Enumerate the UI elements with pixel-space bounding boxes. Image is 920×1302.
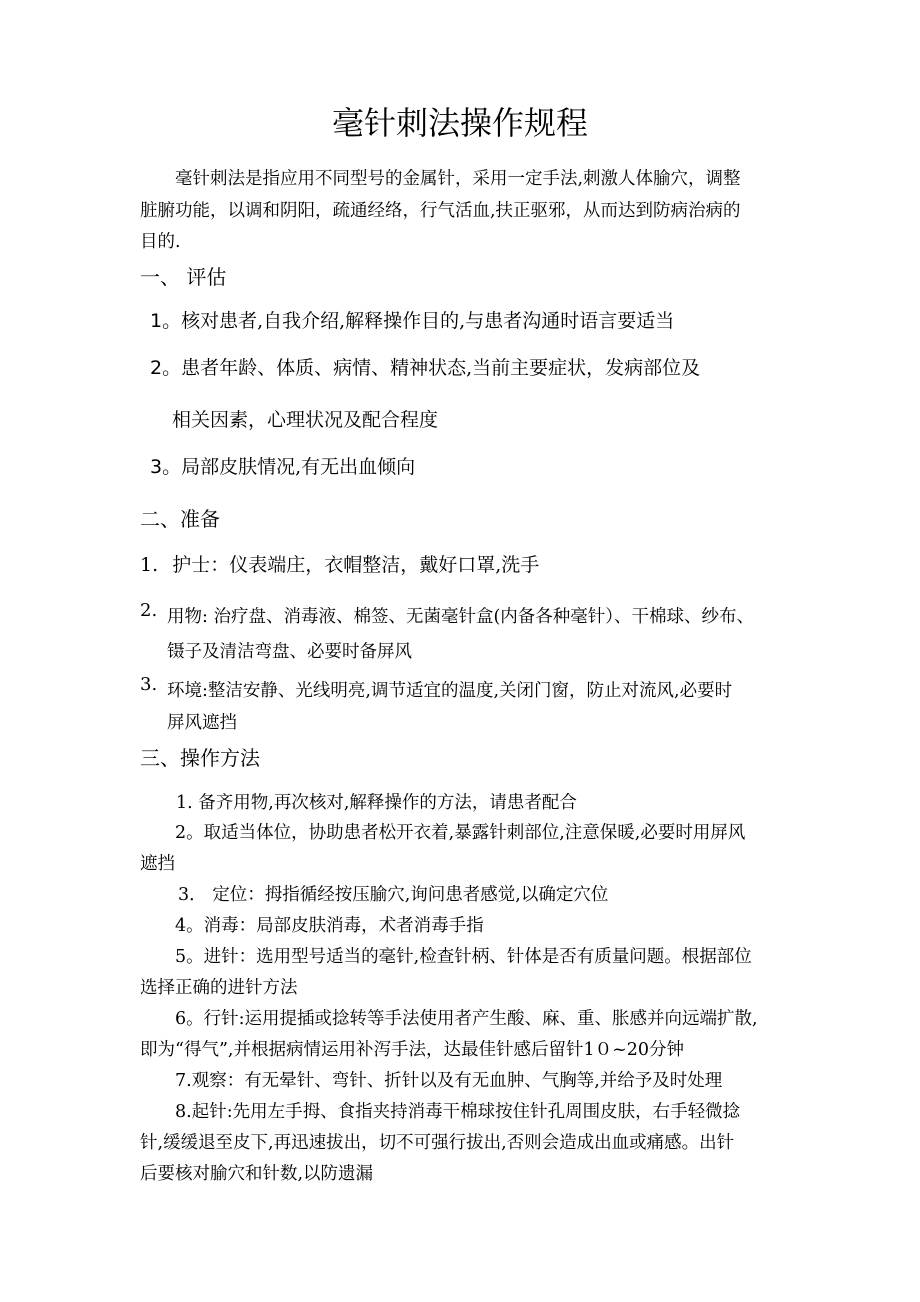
assess-item-2 <box>150 353 700 380</box>
prepare-item-2-number: 2. <box>140 600 158 621</box>
assess-item-number: 1 <box>150 310 163 332</box>
prepare-item-3-line-1: 环境:整洁安静、光线明亮,调节适宜的温度,关闭门窗，防止对流风,必要时 <box>167 681 733 701</box>
section-heading-method: 三、操作方法 <box>140 746 260 770</box>
method-step-4: 4。消毒：局部皮肤消毒，术者消毒手指 <box>175 916 484 936</box>
method-step-7: 7.观察：有无晕针、弯针、折针以及有无血肿、气胸等,并给予及时处理 <box>175 1071 723 1091</box>
assess-item-number: 3 <box>150 456 163 478</box>
method-step-2: 2。取适当体位，协助患者松开衣着,暴露针刺部位,注意保暖,必要时用屏风 <box>175 823 746 843</box>
method-step-3: 3． 定位：拇指循经按压腧穴,询问患者感觉,以确定穴位 <box>178 885 609 905</box>
assess-item-number: 2 <box>150 357 163 379</box>
intro-line-2: 脏腑功能，以调和阴阳，疏通经络，行气活血,扶正驱邪，从而达到防病治病的 <box>140 201 741 221</box>
prepare-item-number: 1. <box>140 554 159 576</box>
intro-line-1: 毫针刺法是指应用不同型号的金属针，采用一定手法,刺激人体腧穴，调整 <box>175 169 741 189</box>
prepare-item-2-line-2: 镊子及清洁弯盘、必要时备屏风 <box>167 642 412 662</box>
prepare-item-2-line-1: 用物: 治疗盘、消毒液、棉签、无菌毫针盒(内备各种毫针）、干棉球、纱布、 <box>167 607 755 627</box>
prepare-item-3-number: 3. <box>140 674 158 695</box>
section-heading-prepare: 二、准备 <box>140 507 220 531</box>
assess-item-text: 。患者年龄、体质、病情、精神状态,当前主要症状，发病部位及 <box>162 357 701 379</box>
assess-item-text: 。核对患者,自我介绍,解释操作目的,与患者沟通时语言要适当 <box>162 310 675 332</box>
method-step-2-cont: 遮挡 <box>140 854 175 874</box>
section-heading-assess: 一、 评估 <box>140 265 227 289</box>
assess-item-1 <box>150 306 674 333</box>
method-step-5: 5。进针：选用型号适当的毫针,检查针柄、针体是否有质量问题。根据部位 <box>175 947 752 967</box>
method-step-6: 6。行针:运用提插或捻转等手法使用者产生酸、麻、重、胀感并向远端扩散, <box>175 1009 758 1029</box>
method-step-1: 1. 备齐用物,再次核对,解释操作的方法，请患者配合 <box>176 793 577 813</box>
assess-item-2-cont: 相关因素，心理状况及配合程度 <box>172 409 439 431</box>
method-step-8-cont-2: 后要核对腧穴和针数,以防遗漏 <box>140 1164 374 1184</box>
method-step-8: 8.起针:先用左手拇、食指夹持消毒干棉球按住针孔周围皮肤，右手轻微捻 <box>175 1102 741 1122</box>
assess-item-text: 。局部皮肤情况,有无出血倾向 <box>162 456 416 478</box>
page-title: 毫针刺法操作规程 <box>331 104 588 142</box>
prepare-item-text: 护士：仪表端庄，衣帽整洁，戴好口罩,洗手 <box>172 554 540 576</box>
prepare-item-1 <box>140 550 539 577</box>
assess-item-3 <box>150 452 415 479</box>
prepare-item-3-line-2: 屏风遮挡 <box>167 713 237 733</box>
intro-line-3: 目的. <box>140 232 181 252</box>
method-step-5-cont: 选择正确的进针方法 <box>140 978 298 998</box>
method-step-6-cont: 即为“得气”,并根据病情运用补泻手法，达最佳针感后留针1０~20分钟 <box>140 1040 685 1060</box>
method-step-8-cont-1: 针,缓缓退至皮下,再迅速拔出，切不可强行拔出,否则会造成出血或痛感。出针 <box>140 1133 735 1153</box>
